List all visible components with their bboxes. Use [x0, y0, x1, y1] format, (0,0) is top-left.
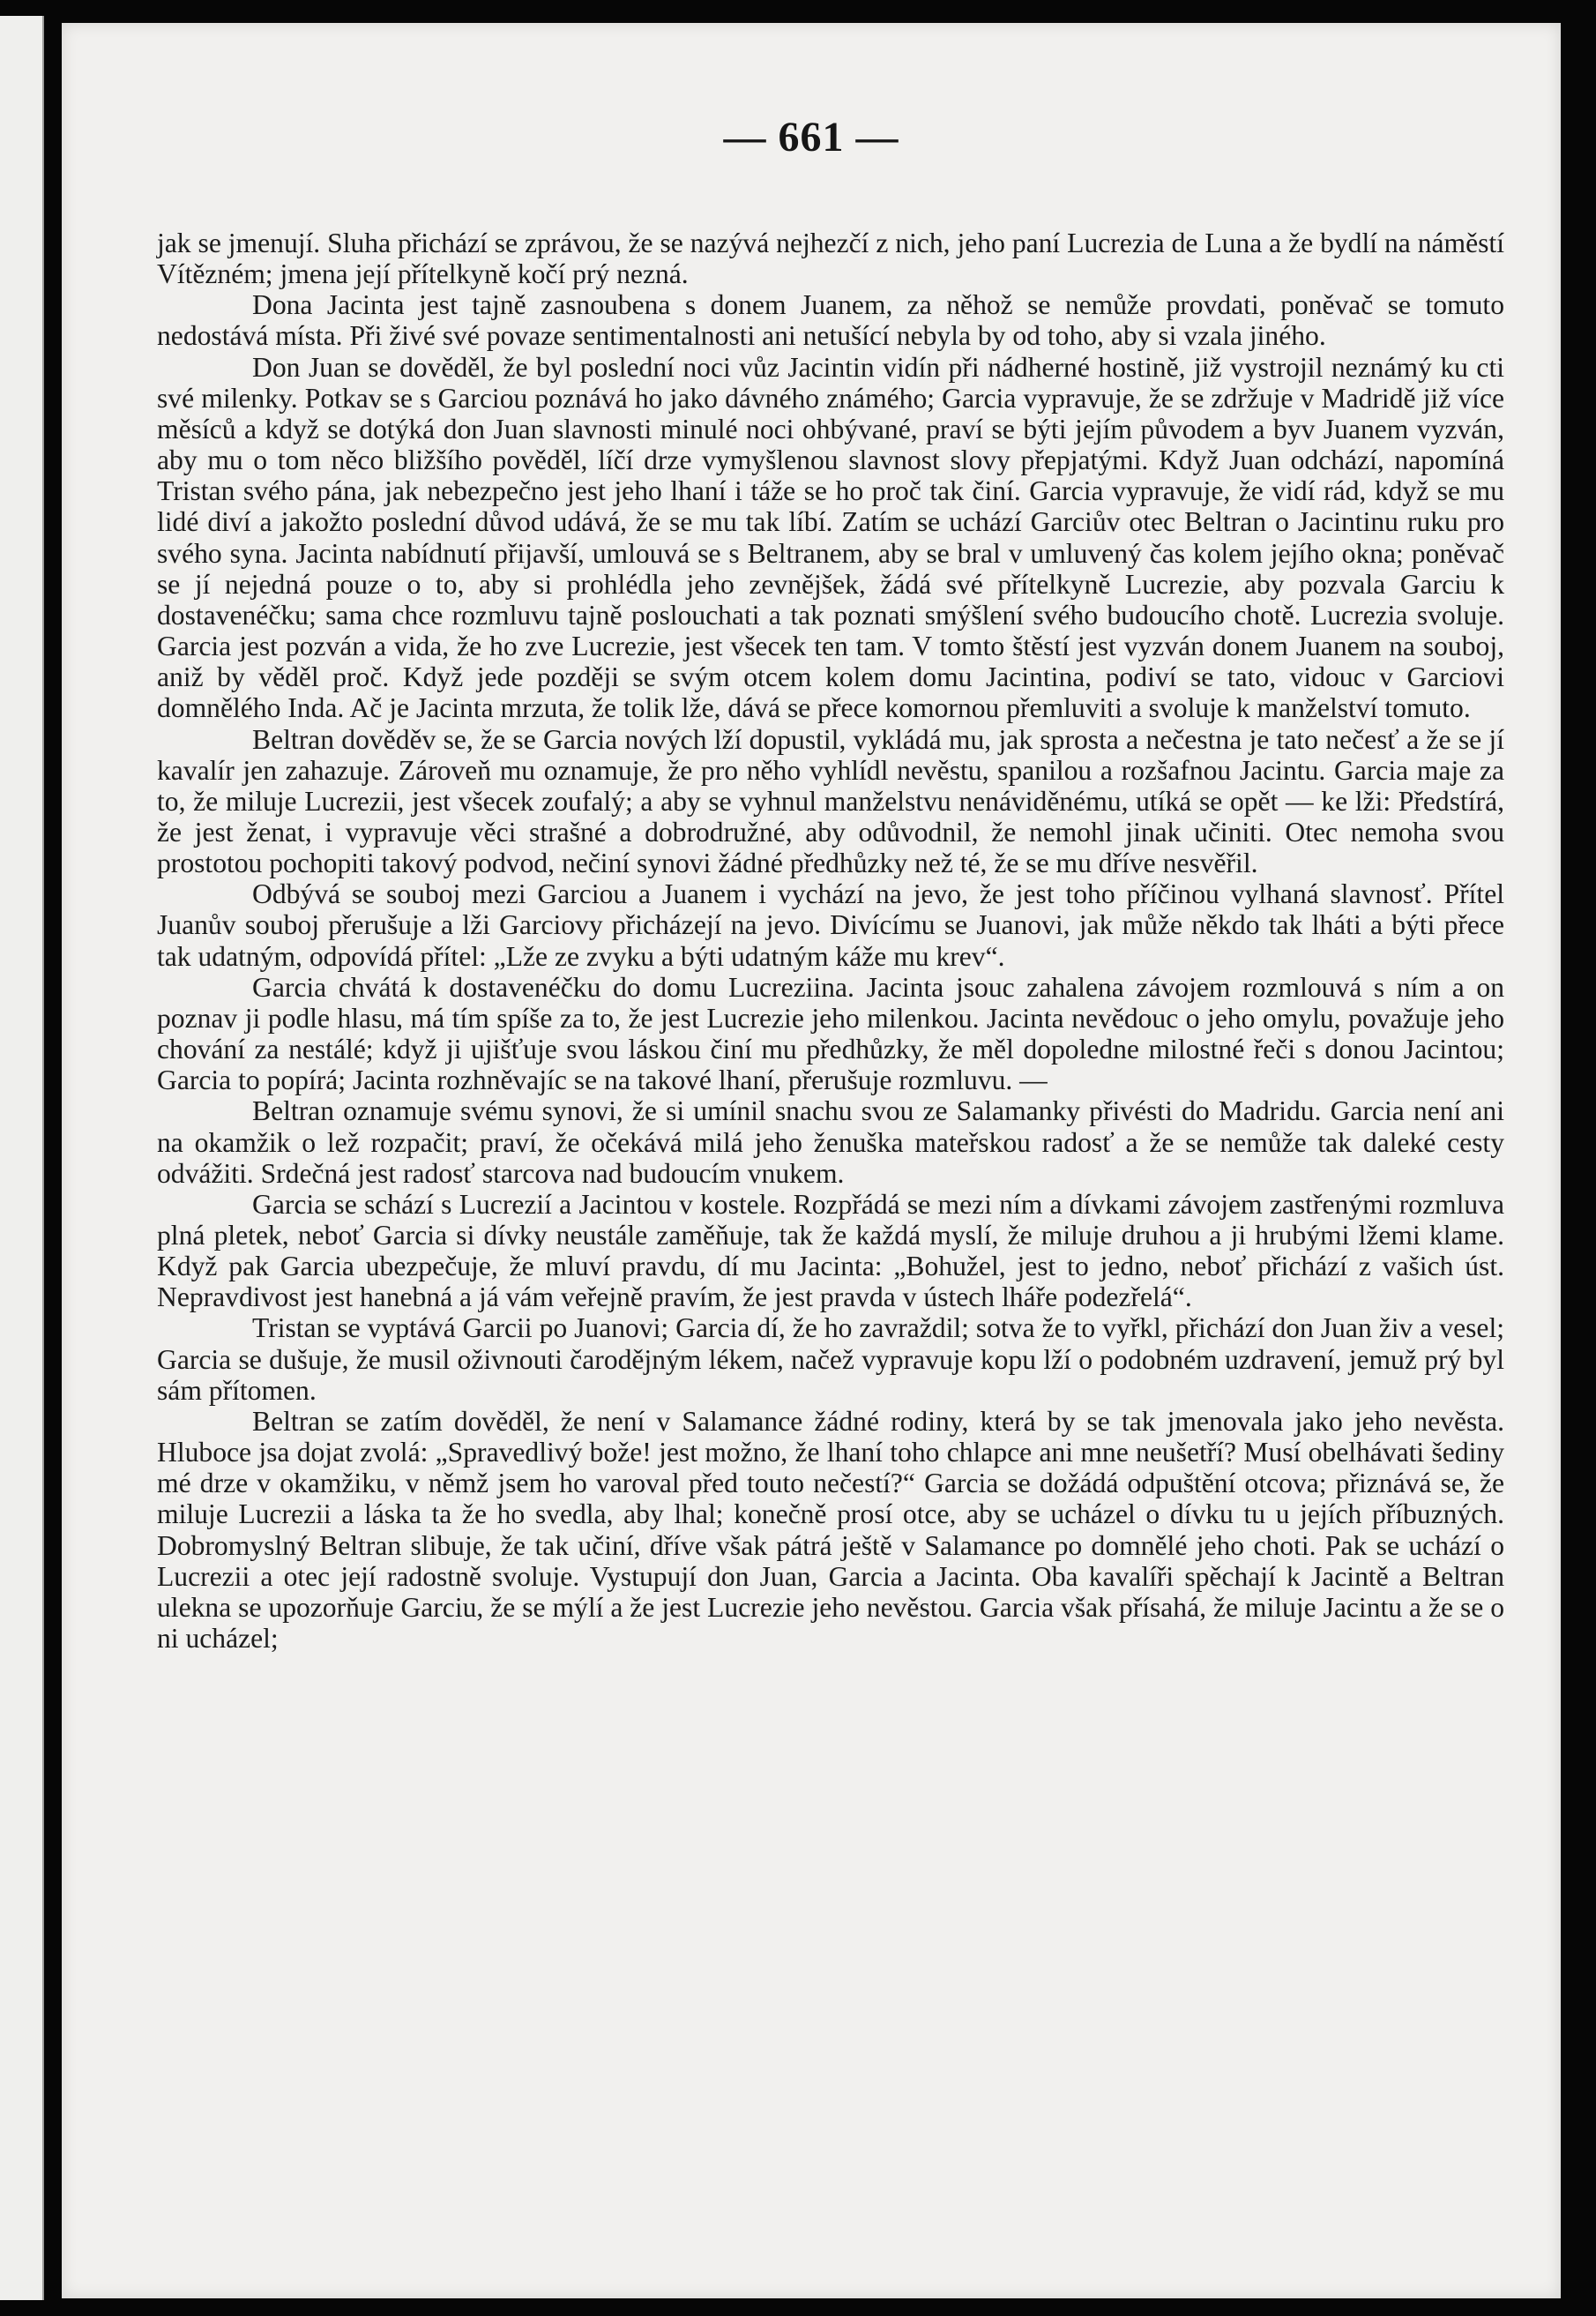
facing-page-edge: [0, 16, 44, 2300]
paragraph: Don Juan se dověděl, že byl poslední noci vůz Jacintin vidín při nádherné hostině, již vystrojil neznámý ku cti své milenky. Potkav se s Garciou poznává ho jako dávného známého; Garcia vypravuje, že se zdržuje v Madridě již více měsíců a když se dotýká don Juan slavnosti minulé noci ohbývané, praví se býti jejím původem a byv Juanem vyzván, aby mu o tom něco bližšího pověděl, líčí drze vymyšlenou slavnost slovy přepjatými. Když Juan odchází, napomíná Tristan svého pána, jak nebezpečno jest jeho lhaní i táže se ho proč tak činí. Garcia vypravuje, že vidí rád, když se mu lidé diví a jakožto poslední důvod udává, že se mu tak líbí. Zatím se uchází Garciův otec Beltran o Jacintinu ruku pro svého syna. Jacinta nabídnutí přijavší, umlouvá se s Beltranem, aby se bral v umluvený čas kolem jejího okna; poněvač se jí nejedná pouze o to, aby si prohlédla jeho zevnějšek, žádá své přítelkyně Lucrezie, aby pozvala Garciu k dostavenéčku; sama chce rozmluvu tajně poslouchati a tak poznati smýšlení svého budoucího chotě. Lucrezia svoluje. Garcia jest pozván a vida, že ho zve Lucrezie, jest všecek ten tam. V tomto štěstí jest vyzván donem Juanem na souboj, aniž by věděl proč. Když jede později se svým otcem kolem domu Jacintina, podiví se tato, vidouc v Garciovi domnělého Inda. Ač je Jacinta mrzuta, že tolik lže, dává se přece komornou přemluviti a svoluje k manželství tomuto.: [157, 351, 1504, 724]
body-text: [157, 228, 1504, 1654]
paragraph: Tristan se vyptává Garcii po Juanovi; Garcia dí, že ho zavraždil; sotva že to vyřkl, přichází don Juan živ a vesel; Garcia se dušuje, že musil oživnouti čarodějným lékem, načež vypravuje kopu lží o podobném uzdravení, jemuž prý byl sám přítomen.: [157, 1312, 1504, 1406]
paragraph: Beltran dověděv se, že se Garcia nových lží dopustil, vykládá mu, jak sprosta a nečestna je tato nečesť a že se jí kavalír jen zahazuje. Zároveň mu oznamuje, že pro něho vyhlídl nevěstu, spanilou a rozšafnou Jacintu. Garcia maje za to, že miluje Lucrezii, jest všecek zoufalý; a aby se vyhnul manželstvu nenáviděnému, utíká se opět — ke lži: Předstírá, že jest ženat, i vypravuje věci strašné a dobrodružné, aby odůvodnil, že nemohl jinak učiniti. Otec nemoha svou prostotou pochopiti takový podvod, nečiní synovi žádné předhůzky než té, že se mu dříve nesvěřil.: [157, 723, 1504, 879]
paragraph: Beltran oznamuje svému synovi, že si umínil snachu svou ze Salamanky přivésti do Madridu. Garcia není ani na okamžik o lež rozpačit; praví, že očekává milá jeho ženuška mateřskou radosť a že se nemůže tak daleké cesty odvážiti. Srdečná jest radosť starcova nad budoucím vnukem.: [157, 1095, 1504, 1189]
book-page: [62, 23, 1561, 2298]
page-number: — 661 —: [723, 114, 899, 161]
paragraph: Garcia chvátá k dostavenéčku do domu Lucreziina. Jacinta jsouc zahalena závojem rozmlouvá s ním a on poznav ji podle hlasu, má tím spíše za to, že jest Lucrezie jeho milenkou. Jacinta nevědouc o jeho omylu, považuje jeho chování za nestálé; když ji ujišťuje svou láskou činí mu předhůzky, že měl dopoledne milostné řeči s donou Jacintou; Garcia to popírá; Jacinta rozhněvajíc se na takové lhaní, přerušuje rozmluvu. —: [157, 971, 1504, 1096]
paragraph: Beltran se zatím dověděl, že není v Salamance žádné rodiny, která by se tak jmenovala jako jeho nevěsta. Hluboce jsa dojat zvolá: „Spravedlivý bože! jest možno, že lhaní toho chlapce ani mne neušetří? Musí obelhávati šediny mé drze v okamžiku, v němž jsem ho varoval před touto nečestí?“ Garcia se dožádá odpuštění otcova; přiznává se, že miluje Lucrezii a láska ta že ho svedla, aby lhal; konečně prosí otce, aby se ucházel o dívku tu u jejích příbuzných. Dobromyslný Beltran slibuje, že tak učiní, dříve však pátrá ještě v Salamance po domnělé jeho choti. Pak se uchází o Lucrezii a otec její radostně svoluje. Vystupují don Juan, Garcia a Jacinta. Oba kavalíři spěchají k Jacintě a Beltran ulekna se upozorňuje Garciu, že se mýlí a že jest Lucrezie jeho nevěstou. Garcia však přísahá, že miluje Jacintu a že se o ni ucházel;: [157, 1405, 1504, 1655]
paragraph: jak se jmenují. Sluha přichází se zprávou, že se nazývá nejhezčí z nich, jeho paní Lucrezia de Luna a že bydlí na náměstí Vítězném; jmena její přítelkyně kočí prý nezná.: [157, 228, 1504, 290]
paragraph: Dona Jacinta jest tajně zasnoubena s donem Juanem, za něhož se nemůže provdati, poněvač se tomuto nedostává místa. Při živé své povaze sentimentalnosti ani netušící nebyla by od toho, aby si vzala jiného.: [157, 289, 1504, 352]
paragraph: Garcia se schází s Lucrezií a Jacintou v kostele. Rozpřádá se mezi ním a dívkami závojem zastřenými rozmluva plná pletek, neboť Garcia si dívky neustále zaměňuje, tak že každá myslí, že miluje druhou a ji hrubými lžemi klame. Když pak Garcia ubezpečuje, že mluví pravdu, dí mu Jacinta: „Bohužel, jest to jedno, neboť přichází z vašich úst. Nepravdivost jest hanebná a já vám veřejně pravím, že jest pravda v ústech lháře podezřelá“.: [157, 1188, 1504, 1313]
paragraph: Odbývá se souboj mezi Garciou a Juanem i vychází na jevo, že jest toho příčinou vylhaná slavnosť. Přítel Juanův souboj přerušuje a lži Garciovy přicházejí na jevo. Divícímu se Juanovi, jak může někdo tak lháti a býti přece tak udatným, odpovídá přítel: „Lže ze zvyku a býti udatným káže mu krev“.: [157, 878, 1504, 972]
